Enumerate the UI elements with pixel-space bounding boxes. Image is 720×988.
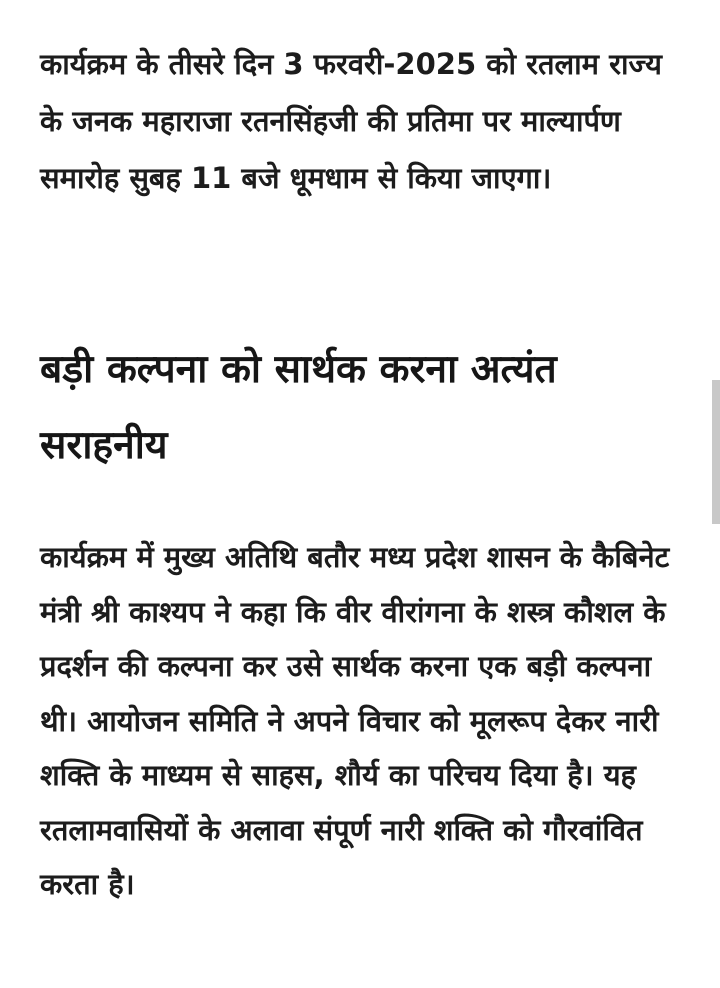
- section-heading: बड़ी कल्पना को सार्थक करना अत्यंत सराहनीय: [40, 347, 557, 468]
- article-paragraph: कार्यक्रम में मुख्य अतिथि बतौर मध्य प्रदेश शासन के कैबिनेट मंत्री श्री काश्यप ने कहा कि वीर वीरांगना के शस्त्र कौशल के प्रदर्शन की कल्पना कर उसे सार्थक करना एक बड़ी कल्पना थी। आयोजन समिति ने अपने विचार को मूलरूप देकर नारी शक्ति के माध्यम से साहस, शौर्य का परिचय दिया है। यह रतलामवासियों के अलावा संपूर्ण नारी शक्ति को गौरवांवित करता है।: [40, 540, 670, 901]
- scrollbar-thumb[interactable]: [712, 380, 720, 524]
- article-paragraph: कार्यक्रम के तीसरे दिन 3 फरवरी-2025 को रतलाम राज्य के जनक महाराजा रतनसिंहजी की प्रतिमा पर माल्यार्पण समारोह सुबह 11 बजे धूमधाम से किया जाएगा।: [40, 47, 662, 195]
